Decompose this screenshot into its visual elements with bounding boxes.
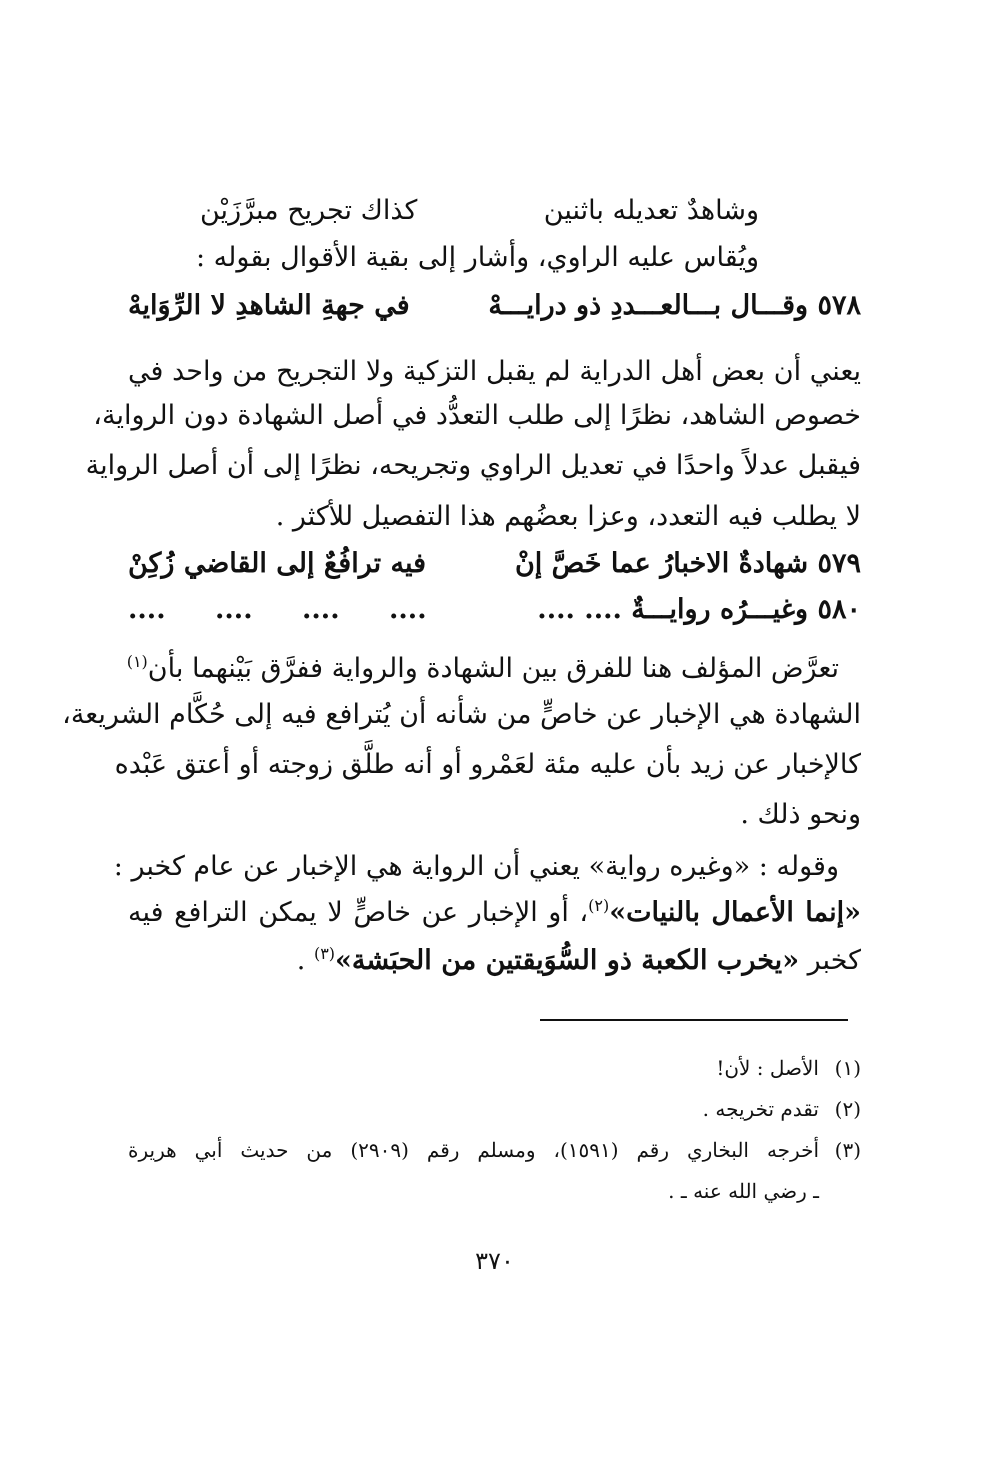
- verse-number: ٥٨٠: [817, 594, 861, 625]
- intro-line: ويُقاس عليه الراوي، وأشار إلى بقية الأقوال بقوله :: [196, 242, 759, 273]
- verse-578: [128, 286, 861, 326]
- verse-number: ٥٧٩: [817, 548, 861, 579]
- para-2-text: تعرَّض المؤلف هنا للفرق بين الشهادة والرواية ففرَّق بَيْنهما بأن: [147, 653, 839, 684]
- para-3-line-2: [128, 893, 861, 933]
- poem-right-hemistich: وشاهدٌ تعديله باثنين: [543, 195, 759, 226]
- para-1-line-1: يعني أن بعض أهل الدراية لم يقبل التزكية ولا التجريح من واحد في: [128, 356, 861, 387]
- footnote-text: تقدم تخريجه .: [702, 1097, 819, 1121]
- poem-left-hemistich: كذاك تجريح مبرَّزَيْن: [200, 195, 418, 226]
- para-3-line-3: [128, 941, 861, 981]
- hadith-quote-1: «إنما الأعمال بالنيات»: [609, 897, 861, 928]
- verse-right-hemistich: وقـــال بـــالعـــددِ ذو درايـــهْ: [488, 290, 809, 321]
- verse-dots: .... .... .... ....: [128, 594, 427, 625]
- para-1-line-2: خصوص الشاهد، نظرًا إلى طلب التعدُّد في أصل الشهادة دون الرواية،: [93, 400, 861, 431]
- para-2-line-3: كالإخبار عن زيد بأن عليه مئة لعَمْرو أو أنه طلَّق زوجته أو أعتق عَبْده: [114, 749, 861, 780]
- para-2-line-1: [128, 649, 839, 689]
- verse-number: ٥٧٨: [817, 290, 861, 321]
- para-3-text: .: [296, 945, 314, 976]
- footnote-ref-3: (٣): [313, 944, 336, 963]
- verse-579: [128, 544, 861, 584]
- footnote-ref-1: (١): [126, 652, 148, 671]
- footnote-3: [128, 1135, 861, 1165]
- para-1-line-4: لا يطلب فيه التعدد، وعزا بعضُهم هذا التفصيل للأكثر .: [275, 501, 861, 532]
- footnote-number: (١): [834, 1056, 861, 1080]
- verse-left-hemistich: فيه ترافُعٌ إلى القاضي زُكِنْ: [128, 548, 427, 579]
- para-2-line-4: ونحو ذلك .: [740, 799, 861, 830]
- footnote-1: [128, 1053, 861, 1083]
- para-3-text: كخبر: [799, 945, 861, 976]
- footnote-ref-2: (٢): [588, 896, 610, 915]
- verse-right-hemistich: وغيـــرُه روايـــةٌ .... ....: [537, 594, 809, 625]
- verse-left-hemistich: في جهةِ الشاهدِ لا الرِّوَايهْ: [128, 290, 410, 321]
- para-2-line-2: الشهادة هي الإخبار عن خاصٍّ من شأنه أن يُترافع فيه إلى حُكَّام الشريعة،: [62, 699, 861, 730]
- page-number: ٣٧٠: [475, 1247, 514, 1275]
- footnote-number: (٣): [834, 1138, 861, 1162]
- verse-right-hemistich: شهادةٌ الاخبارُ عما خَصَّ إنْ: [514, 548, 809, 579]
- para-1-line-3: فيقبل عدلاً واحدًا في تعديل الراوي وتجريحه، نظرًا إلى أن أصل الرواية: [85, 450, 861, 481]
- para-3-text: ، أو الإخبار عن خاصٍّ لا يمكن الترافع فيه: [128, 897, 589, 928]
- footnote-separator: [540, 1019, 848, 1021]
- verse-580: [128, 590, 861, 630]
- hadith-quote-2: «يخرب الكعبة ذو السُّوَيقتين من الحبَشة»: [335, 945, 800, 976]
- footnote-3-continuation: ـ رضي الله عنه ـ .: [668, 1179, 819, 1203]
- para-3-line-1: وقوله : «وغيره رواية» يعني أن الرواية هي الإخبار عن عام كخبر :: [113, 851, 839, 882]
- footnote-2: [128, 1094, 861, 1124]
- poem-line: [200, 191, 759, 231]
- footnote-number: (٢): [834, 1097, 861, 1121]
- footnote-text: أخرجه البخاري رقم (١٥٩١)، ومسلم رقم (٢٩٠٩) من حديث أبي هريرة: [128, 1138, 819, 1162]
- footnote-text: الأصل : لأن!: [716, 1056, 819, 1080]
